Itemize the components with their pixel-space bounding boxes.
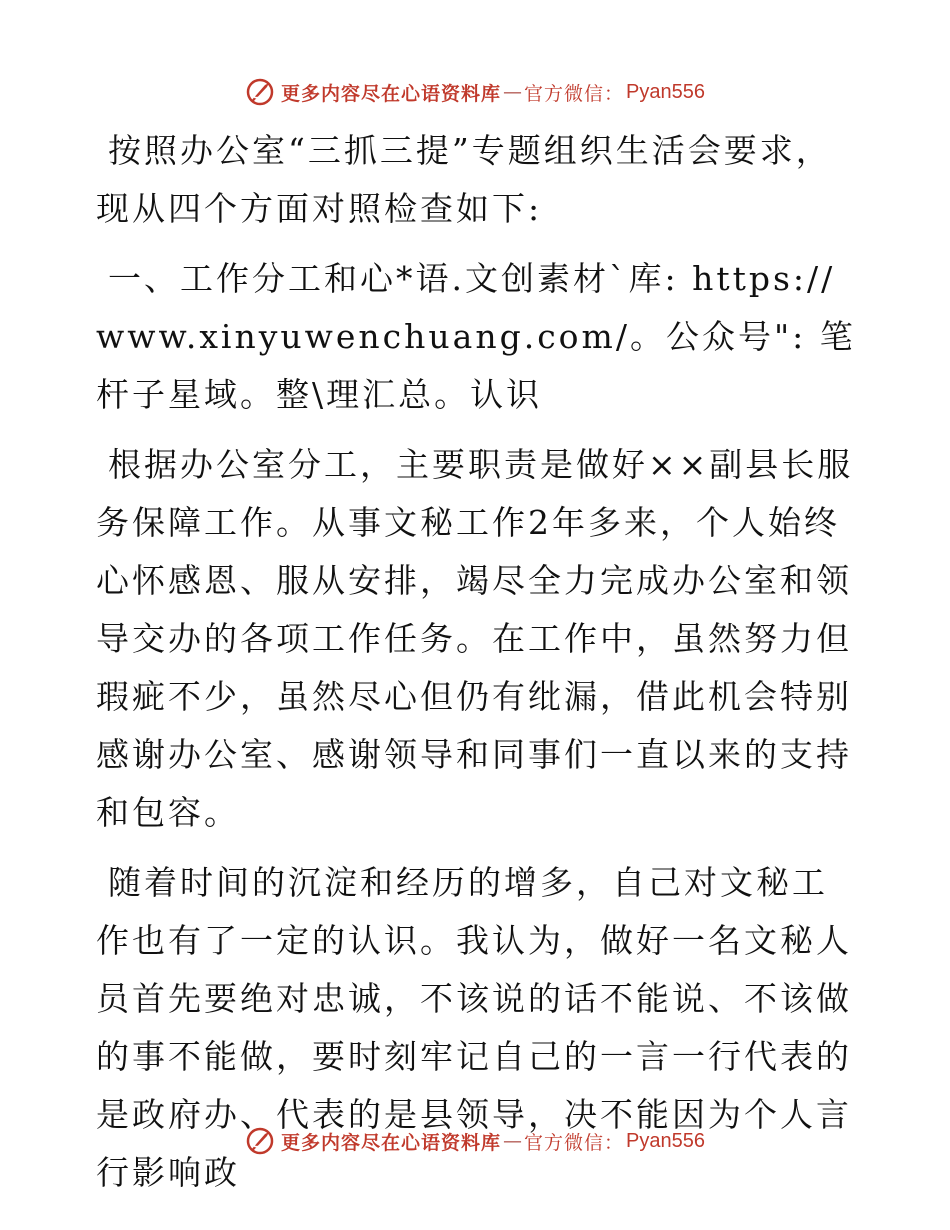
watermark-dash: — [503,81,523,103]
watermark-site-text: 更多内容尽在心语资料库 [281,82,502,105]
header-watermark [0,72,950,112]
paragraph-understanding: 随着时间的沉淀和经历的增多，自己对文秘工作也有了一定的认识。我认为，做好一名文秘人员首先要绝对忠诚，不该说的话不能说、不该做的事不能做，要时刻牢记自己的一言一行代表的是政府办、代表的是县领导，决不能因为个人言行影响政 [96,863,852,1192]
paragraph-intro: 按照办公室“三抓三提”专题组织生活会要求，现从四个方面对照检查如下: [96,131,832,228]
paragraph-duties: 根据办公室分工，主要职责是做好××副县长服务保障工作。从事文秘工作2年多来，个人始终心怀感恩、服从安排，竭尽全力完成办公室和领导交办的各项工作任务。在工作中，虽然努力但瑕疵不少，虽然尽心但仍有纰漏，借此机会特别感谢办公室、感谢领导和同事们一直以来的支持和包容。 [96,445,854,832]
footer-watermark [0,1121,950,1161]
watermark-site-text: 更多内容尽在心语资料库 [281,1131,502,1154]
section-heading-1: 一、工作分工和心*语.文创素材`库: https://www.xinyuwenchuang.com/。公众号": 笔杆子星域。整\理汇总。认识 [96,259,856,414]
document-body [96,122,856,1214]
watermark-wechat-label: 官方微信： [524,1131,625,1154]
watermark-wechat-id: Pyan556 [626,80,705,103]
watermark-wechat-label: 官方微信： [524,82,625,105]
quill-pen-logo-icon [245,1126,275,1156]
watermark-dash: — [503,1130,523,1152]
watermark-wechat-id: Pyan556 [626,1129,705,1152]
quill-pen-logo-icon [245,77,275,107]
